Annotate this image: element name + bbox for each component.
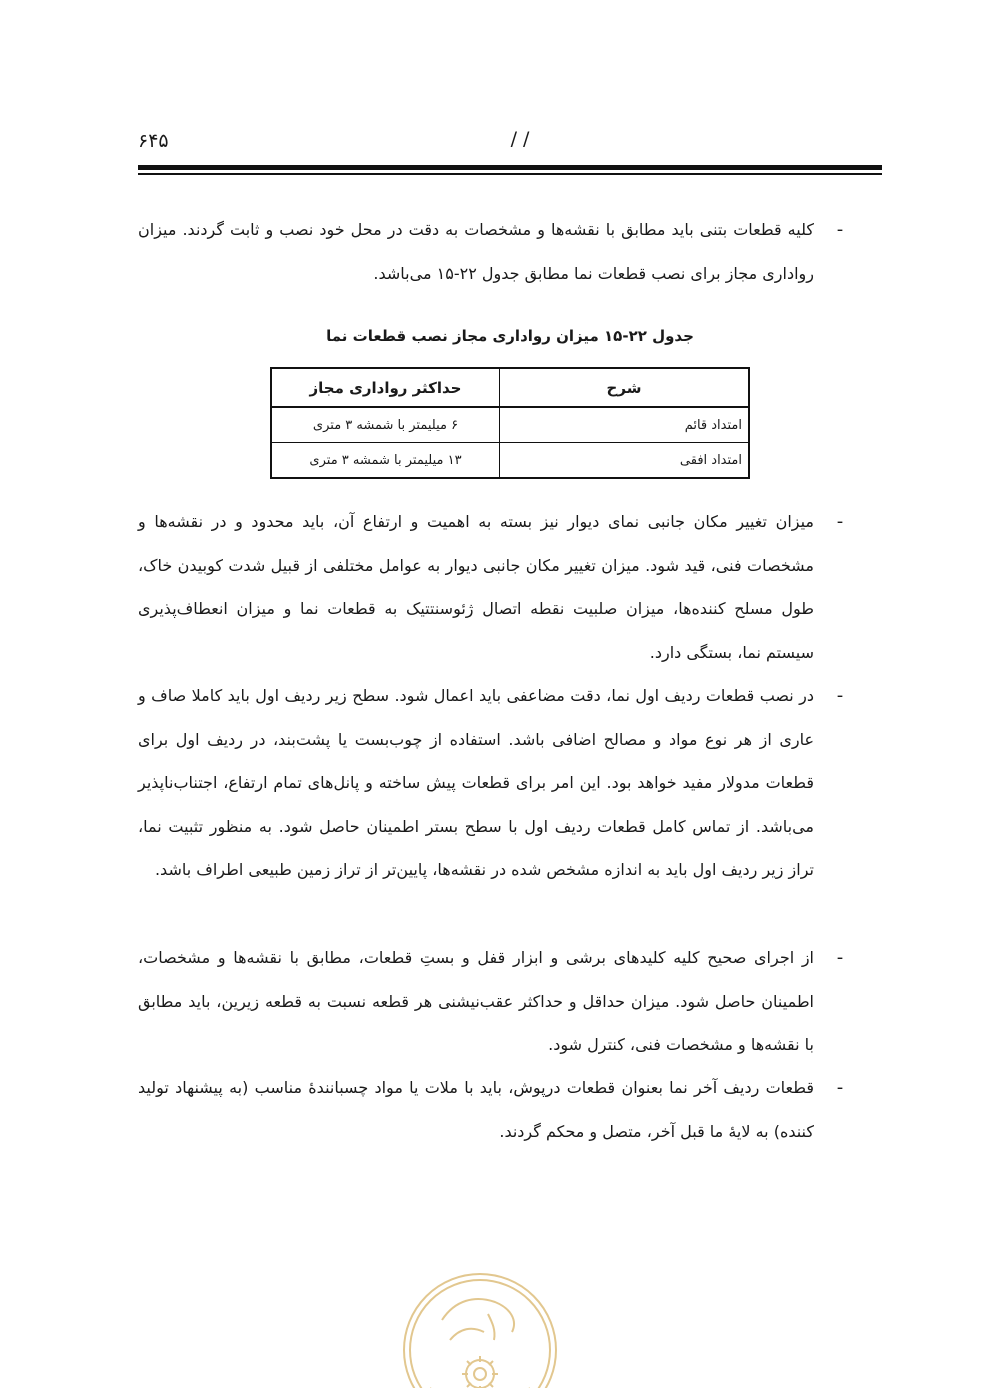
- bullet-text: میزان تغییر مکان جانبی نمای دیوار نیز بسته به اهمیت و ارتفاع آن، باید محدود و در نقشه‌ها و مشخصات فنی، قید شود. میزان تغییر مکان جانبی دیوار به عوامل مختلفی از قبیل شدت کوبیدن خاک، طول مسلح کننده‌ها، میزان صلبیت نقطه اتصال ژئوسنتتیک به قطعات نما و میزان انعطاف‌پذیری سیستم نما، بستگی دارد.: [138, 512, 814, 662]
- bullet-text: از اجرای صحیح کلیه کلیدهای برشی و ابزار قفل و بستِ قطعات، مطابق با نقشه‌ها و مشخصات، اطمینان حاصل شود. میزان حداقل و حداکثر عقب‌نیشنی هر قطعه نسبت به قطعه زیرین، باید مطابق با نقشه‌ها و مشخصات فنی، کنترل شود.: [138, 948, 814, 1054]
- page-number: ۶۴۵: [138, 130, 169, 152]
- bullet-item: [138, 674, 850, 892]
- table-cell-tolerance: ۱۳ میلیمتر با شمشه ۳ متری: [271, 443, 500, 479]
- bullet-item: [138, 208, 850, 295]
- seal-graphic: [400, 1270, 560, 1388]
- table-header-row: [271, 368, 749, 407]
- column-header-max-tolerance: حداکثر رواداری مجاز: [271, 368, 500, 407]
- bullet-dash: -: [836, 947, 844, 968]
- bullet-text: در نصب قطعات ردیف اول نما، دقت مضاعفی باید اعمال شود. سطح زیر ردیف اول باید کاملا صاف و عاری از هر نوع مواد و مصالح اضافی باشد. استفاده از چوب‌بست یا پشت‌بند، در ردیف اول برای قطعات مدولار مفید خواهد بود. این امر برای قطعات پیش ساخته و پانل‌های تمام ارتفاع، اجتناب‌ناپذیر می‌باشد. از تماس کامل قطعات ردیف اول با سطح بستر اطمینان حاصل شود. به منظور تثبیت نما، تراز زیر ردیف اول باید به اندازه مشخص شده در نقشه‌ها، پایین‌تر از تراز زمین طبیعی اطراف باشد.: [138, 686, 814, 879]
- bullet-dash: -: [836, 685, 844, 706]
- header-rule-thick: [138, 165, 882, 170]
- table-cell-description: امتداد افقی: [500, 443, 750, 479]
- header-rule-thin: [138, 173, 882, 175]
- bullet-dash: -: [836, 219, 844, 240]
- table-cell-description: امتداد قائم: [500, 407, 750, 443]
- table-row: [271, 443, 749, 479]
- bullet-dash: -: [836, 1077, 844, 1098]
- table-cell-tolerance: ۶ میلیمتر با شمشه ۳ متری: [271, 407, 500, 443]
- bullet-item: [138, 936, 850, 1067]
- bullet-text: قطعات ردیف آخر نما بعنوان قطعات درپوش، باید با ملات یا مواد چسبانندۀ مناسب (به پیشنهاد تولید کننده) به لایۀ ما قبل آخر، متصل و محکم گردند.: [138, 1078, 814, 1141]
- bullet-dash: -: [836, 511, 844, 532]
- publisher-seal-icon: [400, 1270, 560, 1388]
- header-center-mark: / /: [510, 128, 530, 150]
- tolerance-table: [270, 367, 750, 479]
- table-row: [271, 407, 749, 443]
- table-caption: جدول ۲۲-۱۵ میزان رواداری مجاز نصب قطعات نما: [326, 327, 694, 345]
- column-header-description: شرح: [500, 368, 750, 407]
- bullet-item: [138, 1066, 850, 1153]
- bullet-item: [138, 500, 850, 674]
- bullet-text: کلیه قطعات بتنی باید مطابق با نقشه‌ها و مشخصات به دقت در محل خود نصب و ثابت گردند. میزان رواداری مجاز برای نصب قطعات نما مطابق جدول ۲۲-۱۵ می‌باشد.: [138, 220, 814, 283]
